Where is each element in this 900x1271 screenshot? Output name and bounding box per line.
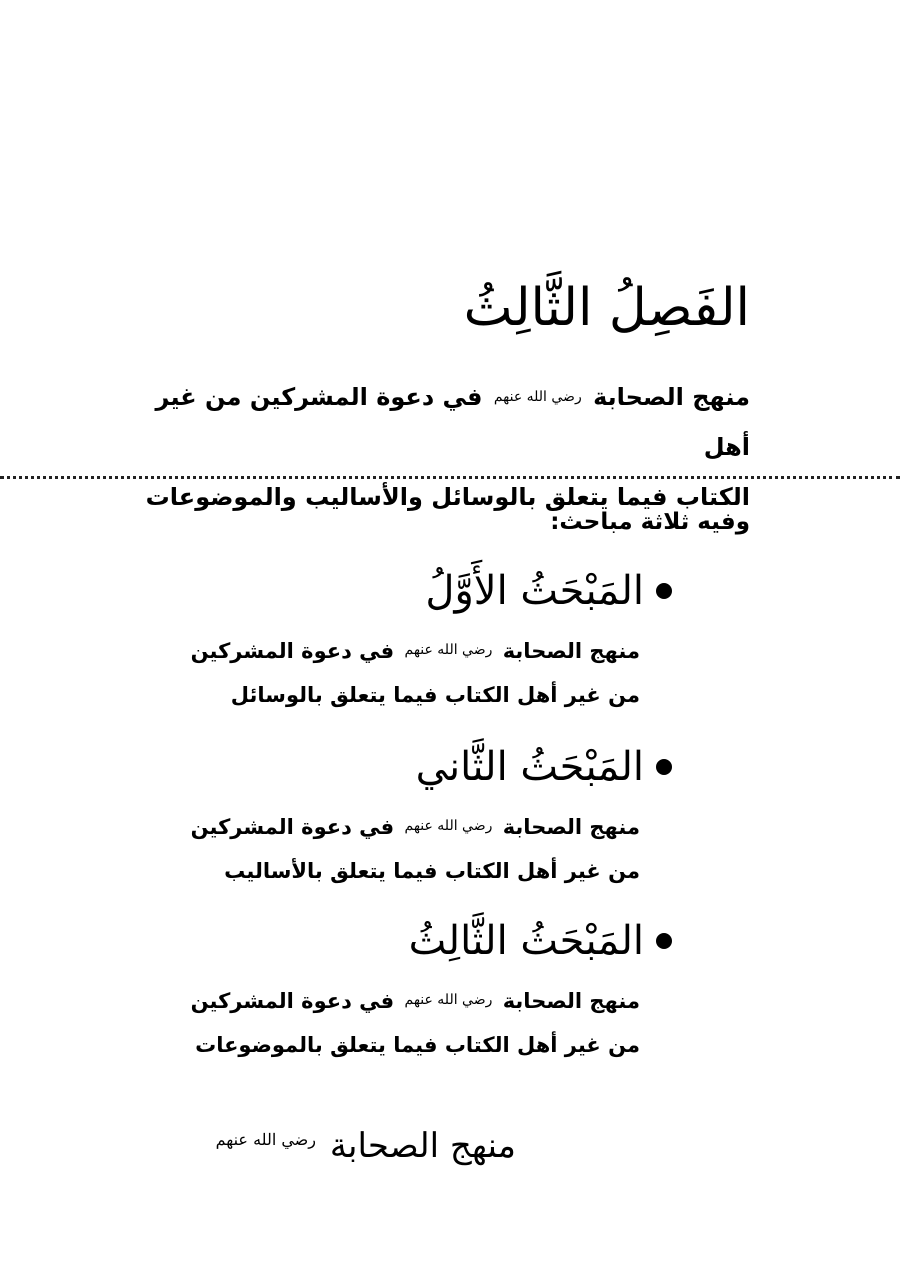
calligraphy-logo [215, 1112, 516, 1184]
section-title: المَبْحَثُ الأَوَّلُ [425, 568, 644, 614]
section-text-part-a: منهج الصحابة [502, 639, 640, 663]
section-1 [190, 556, 672, 717]
chapter-subtitle-part-b: في دعوة المشركين من غير أهل [155, 383, 750, 461]
section-text-part-b: في دعوة المشركين [190, 815, 395, 839]
section-description-line-1 [190, 628, 640, 673]
honorific-mark: رضي الله عنهم [404, 992, 493, 1008]
section-description-line-2: من غير أهل الكتاب فيما يتعلق بالأساليب [224, 859, 640, 883]
dotted-divider [0, 476, 900, 479]
section-description-line-1 [190, 804, 640, 849]
honorific-mark: رضي الله عنهم [493, 389, 582, 405]
bullet-icon [656, 933, 672, 949]
section-heading [212, 906, 672, 976]
section-text-part-b: في دعوة المشركين [190, 639, 395, 663]
chapter-subtitle-line-2: الكتاب فيما يتعلق بالوسائل والأساليب والموضوعات [145, 483, 750, 511]
section-title: المَبْحَثُ الثَّالِثُ [408, 918, 644, 964]
sections-intro: وفيه ثلاثة مباحث: [550, 509, 750, 535]
chapter-title: الفَصِلُ الثَّالِثُ [463, 278, 750, 338]
section-text-part-a: منهج الصحابة [502, 815, 640, 839]
section-3 [190, 906, 672, 1067]
section-heading [212, 732, 672, 802]
section-title: المَبْحَثُ الثَّاني [415, 744, 644, 790]
section-2 [190, 732, 672, 893]
chapter-subtitle-part-a: منهج الصحابة [593, 383, 750, 411]
logo-honorific: رضي الله عنهم [215, 1130, 316, 1149]
logo-text: منهج الصحابة [329, 1126, 516, 1166]
section-description [190, 804, 640, 893]
section-description-line-2: من غير أهل الكتاب فيما يتعلق بالوسائل [230, 683, 640, 707]
section-description [190, 628, 640, 717]
section-text-part-a: منهج الصحابة [502, 989, 640, 1013]
section-description [190, 978, 640, 1067]
chapter-subtitle-line-1 [130, 372, 750, 472]
section-heading [212, 556, 672, 626]
section-description-line-2: من غير أهل الكتاب فيما يتعلق بالموضوعات [195, 1033, 640, 1057]
section-description-line-1 [190, 978, 640, 1023]
honorific-mark: رضي الله عنهم [404, 642, 493, 658]
bullet-icon [656, 759, 672, 775]
bullet-icon [656, 583, 672, 599]
section-text-part-b: في دعوة المشركين [190, 989, 395, 1013]
honorific-mark: رضي الله عنهم [404, 818, 493, 834]
